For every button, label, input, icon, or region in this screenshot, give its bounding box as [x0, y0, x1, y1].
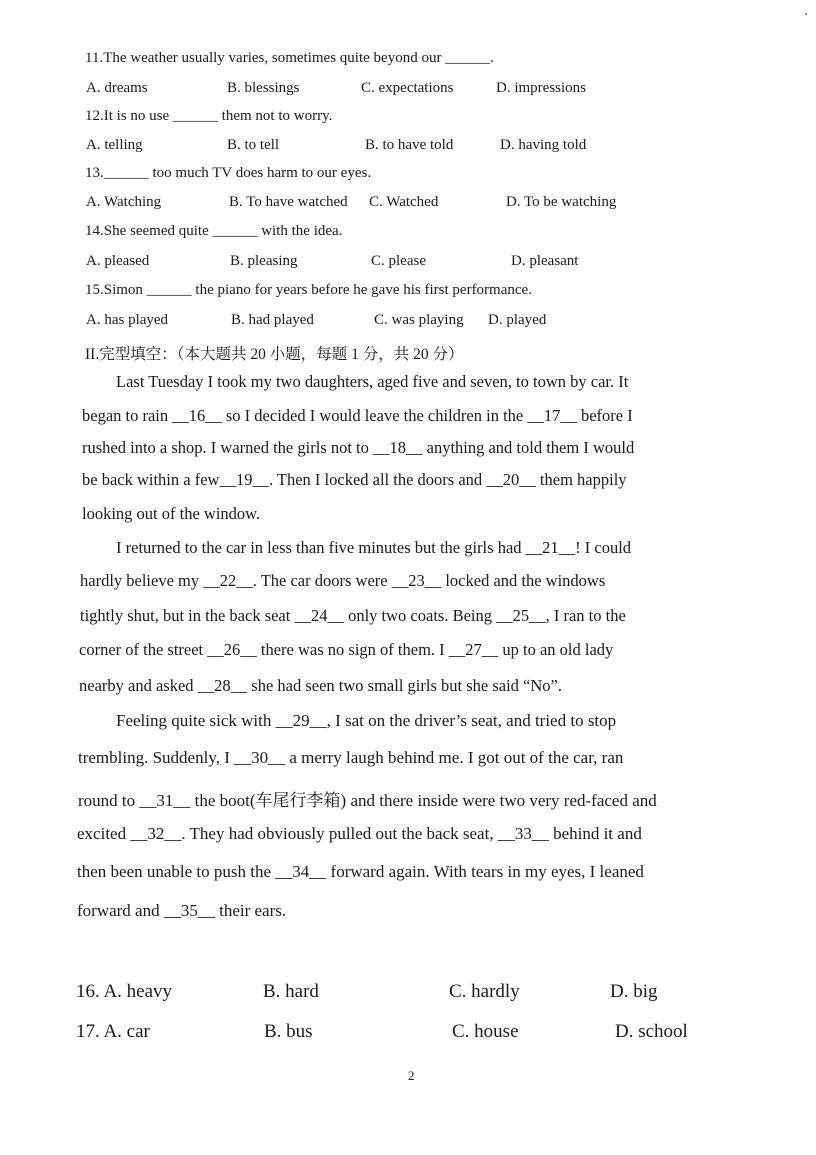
question-14-option-d: D. pleasant [511, 253, 579, 269]
question-15-option-d: D. played [488, 312, 547, 328]
question-12-option-a: A. telling [86, 137, 143, 153]
answer-16-option-a: 16. A. heavy [76, 981, 173, 1002]
answer-16-option-c: C. hardly [449, 981, 520, 1002]
question-13-option-d: D. To be watching [506, 194, 617, 210]
page-number: 2 [408, 1068, 415, 1083]
section-title: II.完型填空：（本大题共 20 小题，每题 1 分，共 20 分） [85, 346, 464, 363]
question-13-option-c: C. Watched [369, 194, 439, 210]
answer-16-option-b: B. hard [263, 981, 319, 1002]
question-15-option-a: A. has played [86, 312, 169, 328]
passage-line: nearby and asked __28__ she had seen two small girls but she said “No”. [79, 676, 562, 695]
question-11-option-c: C. expectations [361, 80, 454, 96]
passage-line: Feeling quite sick with __29__, I sat on the driver’s seat, and tried to stop [116, 711, 617, 730]
passage-line: looking out of the window. [82, 504, 261, 523]
question-11-stem: 11.The weather usually varies, sometimes quite beyond our ______. [85, 50, 494, 66]
question-13-stem: 13.______ too much TV does harm to our eyes. [85, 165, 372, 181]
answer-17-option-b: B. bus [264, 1021, 313, 1042]
passage-line: rushed into a shop. I warned the girls not to __18__ anything and told them I would [82, 438, 635, 457]
answer-17-option-c: C. house [452, 1021, 519, 1042]
passage-line: round to __31__ the boot(车尾行李箱) and there inside were two very red-faced and [78, 791, 657, 810]
passage-line: forward and __35__ their ears. [77, 901, 287, 920]
passage-line: corner of the street __26__ there was no sign of them. I __27__ up to an old lady [79, 640, 614, 659]
question-11-option-a: A. dreams [86, 80, 148, 96]
question-14-option-c: C. please [371, 253, 426, 269]
passage-line: Last Tuesday I took my two daughters, aged five and seven, to town by car. It [116, 372, 629, 391]
scan-speck [805, 13, 807, 15]
passage-line: hardly believe my __22__. The car doors were __23__ locked and the windows [80, 571, 606, 590]
question-15-option-c: C. was playing [374, 312, 464, 328]
question-15-option-b: B. had played [231, 312, 314, 328]
passage-line: I returned to the car in less than five minutes but the girls had __21__! I could [116, 538, 632, 557]
question-12-option-d: D. having told [500, 137, 587, 153]
passage-line: tightly shut, but in the back seat __24__ only two coats. Being __25__, I ran to the [80, 606, 626, 625]
answer-17-option-a: 17. A. car [76, 1021, 150, 1042]
answer-16-option-d: D. big [610, 981, 658, 1002]
passage-line: then been unable to push the __34__ forward again. With tears in my eyes, I leaned [77, 862, 644, 881]
passage-line: excited __32__. They had obviously pulled out the back seat, __33__ behind it and [77, 824, 642, 843]
answer-17-option-d: D. school [615, 1021, 688, 1042]
question-13-option-b: B. To have watched [229, 194, 348, 210]
question-14-option-a: A. pleased [86, 253, 150, 269]
question-15-stem: 15.Simon ______ the piano for years before he gave his first performance. [85, 282, 532, 298]
question-14-stem: 14.She seemed quite ______ with the idea. [85, 223, 343, 239]
question-12-option-c: B. to have told [365, 137, 454, 153]
question-12-option-b: B. to tell [227, 137, 280, 153]
question-14-option-b: B. pleasing [230, 253, 298, 269]
question-12-stem: 12.It is no use ______ them not to worry. [85, 108, 333, 124]
passage-line: trembling. Suddenly, I __30__ a merry laugh behind me. I got out of the car, ran [78, 748, 624, 767]
passage-line: be back within a few__19__. Then I locked all the doors and __20__ them happily [82, 470, 627, 489]
passage-line: began to rain __16__ so I decided I would leave the children in the __17__ before I [82, 406, 633, 425]
question-13-option-a: A. Watching [86, 194, 162, 210]
question-11-option-d: D. impressions [496, 80, 586, 96]
question-11-option-b: B. blessings [227, 80, 300, 96]
